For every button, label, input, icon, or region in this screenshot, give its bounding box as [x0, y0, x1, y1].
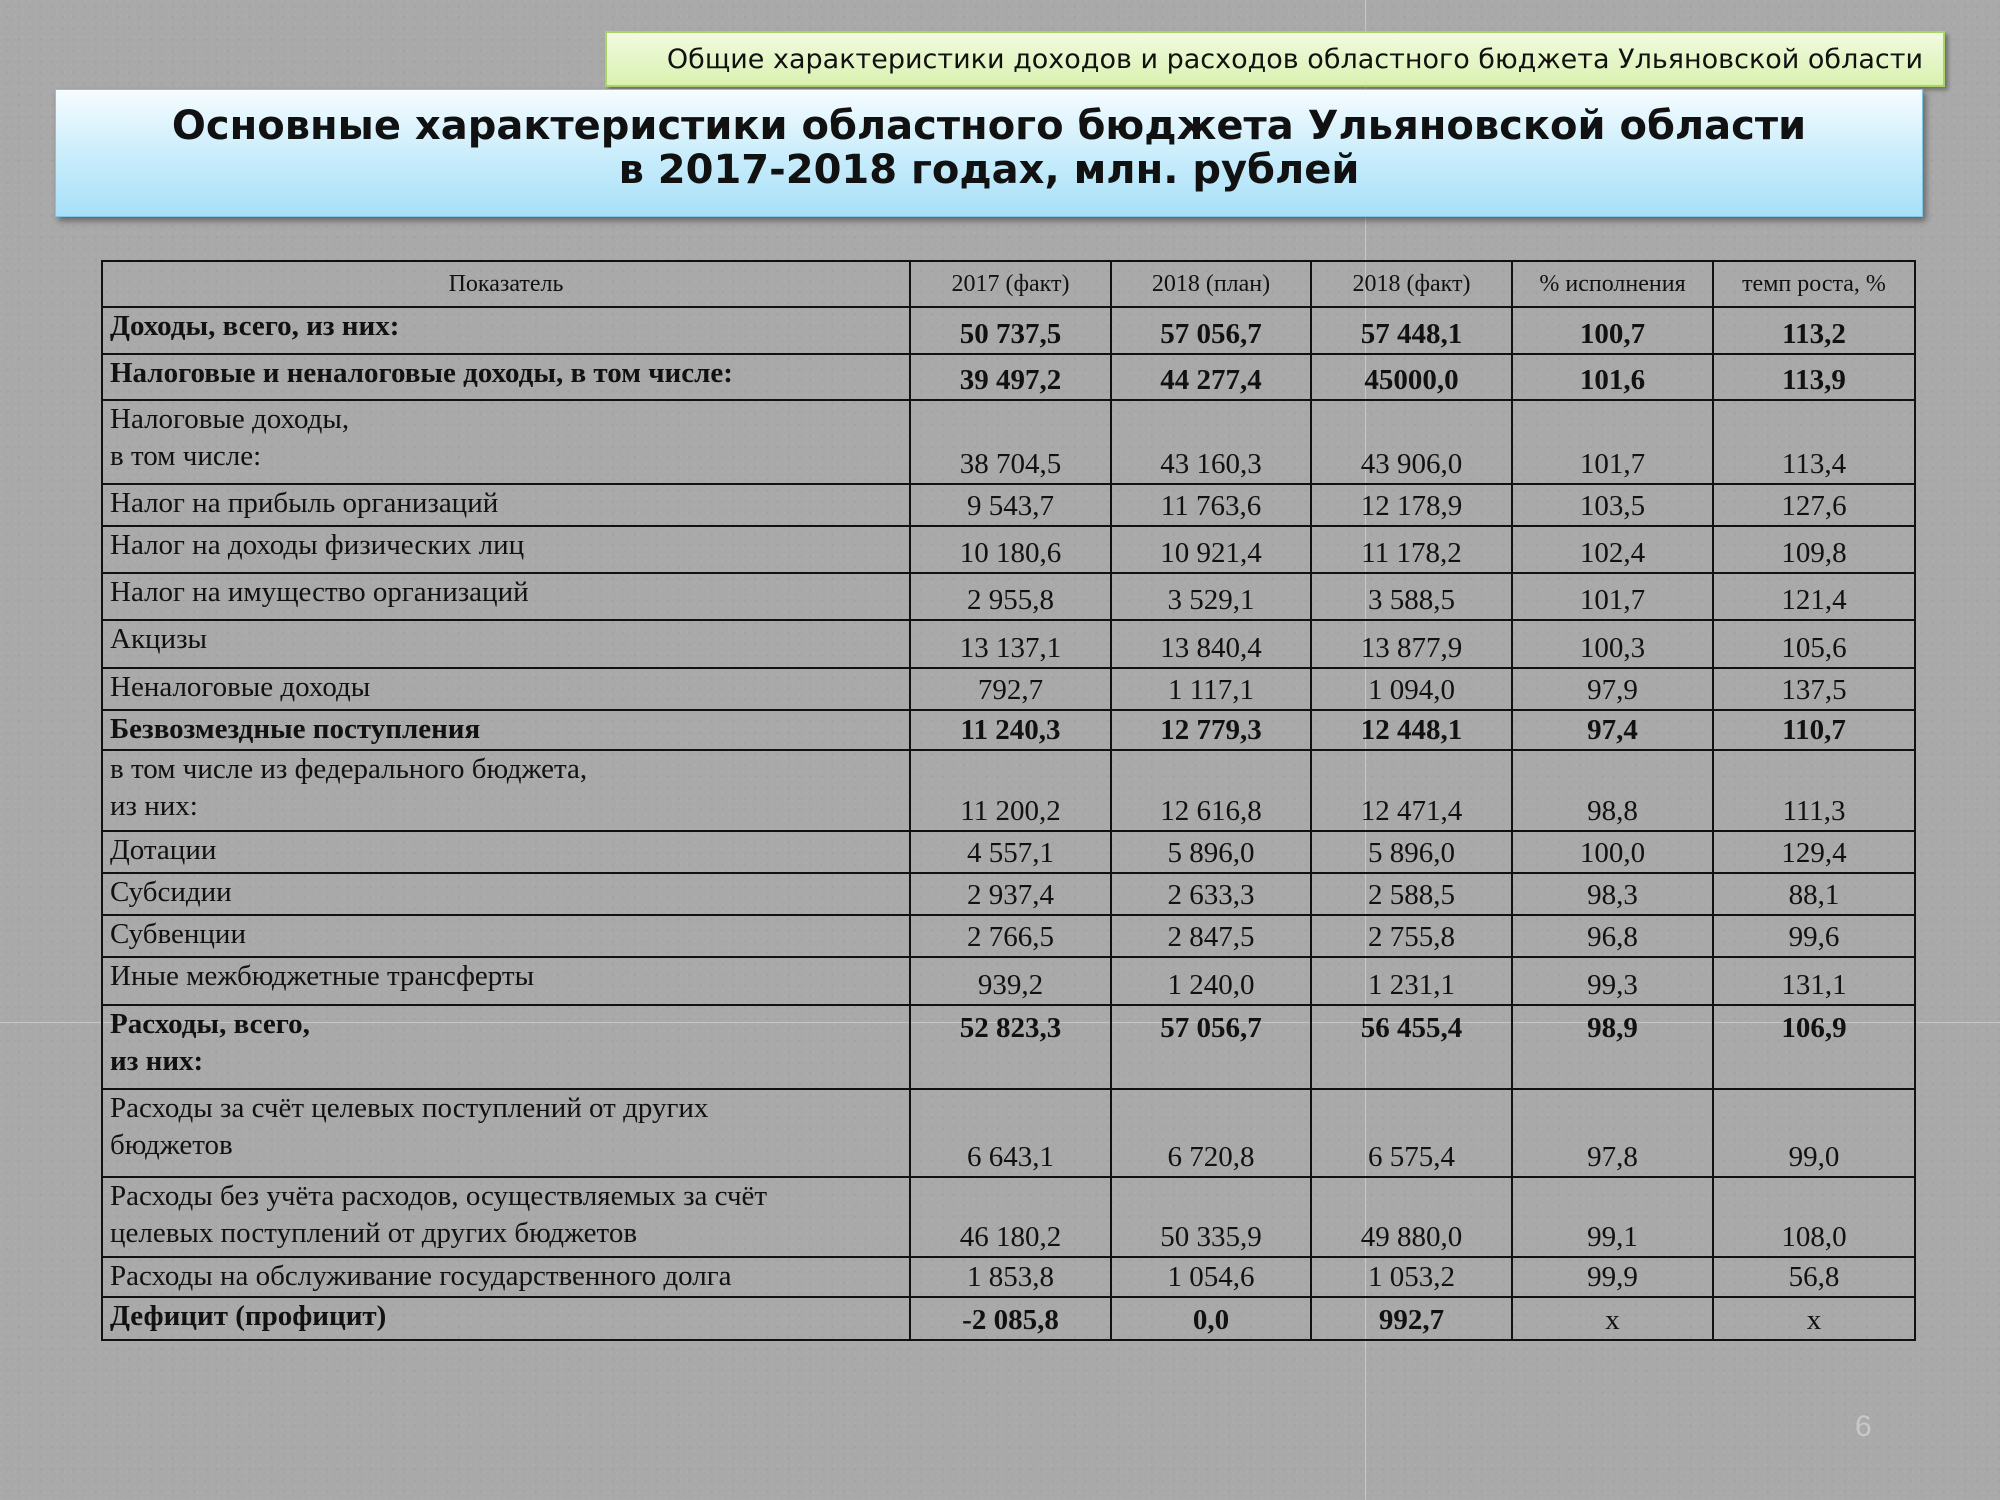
cell-growth-rate: 127,6 — [1713, 484, 1915, 526]
cell-2018-plan: 2 847,5 — [1111, 915, 1311, 957]
table-body — [102, 307, 1915, 1340]
cell-execution-percent: 101,7 — [1512, 573, 1713, 620]
cell-growth-rate: 106,9 — [1713, 1005, 1915, 1089]
table-row — [102, 1257, 1915, 1297]
cell-execution-percent: 102,4 — [1512, 526, 1713, 573]
table-row — [102, 1089, 1915, 1177]
cell-2017-fact: -2 085,8 — [910, 1297, 1111, 1340]
cell-2018-plan: 12 616,8 — [1111, 750, 1311, 831]
cell-2018-fact: 992,7 — [1311, 1297, 1512, 1340]
column-header: 2018 (план) — [1111, 261, 1311, 307]
table-header — [102, 261, 1915, 307]
row-label — [102, 1005, 910, 1089]
row-label-line-2: из них: — [110, 790, 198, 822]
table-row — [102, 831, 1915, 873]
cell-execution-percent: 100,3 — [1512, 620, 1713, 668]
cell-2018-fact: 12 178,9 — [1311, 484, 1512, 526]
cell-2018-plan: 1 117,1 — [1111, 668, 1311, 710]
row-label-line-1: Налоговые и неналоговые доходы, в том числе: — [110, 357, 733, 389]
cell-2018-fact: 3 588,5 — [1311, 573, 1512, 620]
cell-2017-fact: 13 137,1 — [910, 620, 1111, 668]
row-label-line-1: Дотации — [110, 834, 217, 866]
row-label-line-1: Расходы, всего, — [110, 1008, 310, 1040]
cell-2018-fact: 11 178,2 — [1311, 526, 1512, 573]
cell-2017-fact: 50 737,5 — [910, 307, 1111, 354]
row-label — [102, 620, 910, 668]
row-label — [102, 957, 910, 1005]
cell-execution-percent: 97,8 — [1512, 1089, 1713, 1177]
cell-growth-rate: 88,1 — [1713, 873, 1915, 915]
cell-2017-fact: 6 643,1 — [910, 1089, 1111, 1177]
cell-growth-rate: х — [1713, 1297, 1915, 1340]
cell-execution-percent: 97,9 — [1512, 668, 1713, 710]
cell-2018-plan: 44 277,4 — [1111, 354, 1311, 400]
cell-growth-rate: 99,6 — [1713, 915, 1915, 957]
row-label-line-1: Расходы на обслуживание государственного долга — [110, 1260, 732, 1292]
cell-2018-fact: 1 231,1 — [1311, 957, 1512, 1005]
cell-2018-plan: 57 056,7 — [1111, 307, 1311, 354]
cell-2017-fact: 11 200,2 — [910, 750, 1111, 831]
cell-growth-rate: 99,0 — [1713, 1089, 1915, 1177]
page-number: 6 — [1855, 1410, 1872, 1443]
cell-growth-rate: 131,1 — [1713, 957, 1915, 1005]
cell-execution-percent: 103,5 — [1512, 484, 1713, 526]
row-label — [102, 1177, 910, 1257]
cell-2018-plan: 57 056,7 — [1111, 1005, 1311, 1089]
row-label-line-1: Расходы без учёта расходов, осуществляемых за счёт — [110, 1180, 768, 1212]
cell-2017-fact: 39 497,2 — [910, 354, 1111, 400]
table-row — [102, 307, 1915, 354]
cell-growth-rate: 109,8 — [1713, 526, 1915, 573]
cell-2018-fact: 1 094,0 — [1311, 668, 1512, 710]
column-header: темп роста, % — [1713, 261, 1915, 307]
row-label — [102, 668, 910, 710]
cell-growth-rate: 108,0 — [1713, 1177, 1915, 1257]
row-label-line-1: Налог на прибыль организаций — [110, 487, 499, 519]
column-header: % исполнения — [1512, 261, 1713, 307]
cell-2018-plan: 43 160,3 — [1111, 400, 1311, 484]
cell-execution-percent: 96,8 — [1512, 915, 1713, 957]
cell-execution-percent: 101,7 — [1512, 400, 1713, 484]
cell-growth-rate: 113,2 — [1713, 307, 1915, 354]
cell-2018-fact: 45000,0 — [1311, 354, 1512, 400]
column-header: 2018 (факт) — [1311, 261, 1512, 307]
cell-2018-plan: 0,0 — [1111, 1297, 1311, 1340]
row-label-line-1: Дефицит (профицит) — [110, 1300, 387, 1332]
cell-2017-fact: 2 937,4 — [910, 873, 1111, 915]
cell-2018-plan: 50 335,9 — [1111, 1177, 1311, 1257]
cell-2018-fact: 5 896,0 — [1311, 831, 1512, 873]
cell-growth-rate: 110,7 — [1713, 710, 1915, 750]
cell-growth-rate: 111,3 — [1713, 750, 1915, 831]
table-header-row — [102, 261, 1915, 307]
row-label-line-1: Расходы за счёт целевых поступлений от других — [110, 1092, 709, 1124]
row-label-line-1: Налоговые доходы, — [110, 403, 350, 435]
row-label — [102, 915, 910, 957]
column-header: 2017 (факт) — [910, 261, 1111, 307]
row-label — [102, 831, 910, 873]
table-row — [102, 400, 1915, 484]
row-label-line-2: из них: — [110, 1045, 204, 1077]
table-row — [102, 750, 1915, 831]
table-row — [102, 1005, 1915, 1089]
row-label — [102, 354, 910, 400]
row-label — [102, 400, 910, 484]
cell-2018-fact: 12 471,4 — [1311, 750, 1512, 831]
cell-growth-rate: 105,6 — [1713, 620, 1915, 668]
cell-execution-percent: 98,3 — [1512, 873, 1713, 915]
cell-2018-plan: 1 240,0 — [1111, 957, 1311, 1005]
cell-2018-fact: 57 448,1 — [1311, 307, 1512, 354]
cell-2017-fact: 939,2 — [910, 957, 1111, 1005]
table-row — [102, 484, 1915, 526]
cell-2018-plan: 6 720,8 — [1111, 1089, 1311, 1177]
row-label-line-1: Налог на имущество организаций — [110, 576, 529, 608]
section-label-text: Общие характеристики доходов и расходов областного бюджета Ульяновской области — [666, 43, 1923, 75]
slide-title — [55, 89, 1923, 217]
cell-execution-percent: 98,8 — [1512, 750, 1713, 831]
row-label-line-1: Безвозмездные поступления — [110, 713, 481, 745]
table-row — [102, 354, 1915, 400]
row-label — [102, 307, 910, 354]
cell-2018-plan: 12 779,3 — [1111, 710, 1311, 750]
cell-2018-plan: 1 054,6 — [1111, 1257, 1311, 1297]
slide-title-line-1: Основные характеристики областного бюджета Ульяновской области — [171, 103, 1807, 149]
row-label — [102, 1089, 910, 1177]
row-label-line-1: Субсидии — [110, 876, 232, 908]
row-label-line-2: целевых поступлений от других бюджетов — [110, 1217, 638, 1249]
cell-execution-percent: 99,3 — [1512, 957, 1713, 1005]
table-row — [102, 573, 1915, 620]
cell-execution-percent: 97,4 — [1512, 710, 1713, 750]
row-label-line-1: Иные межбюджетные трансферты — [110, 960, 535, 992]
cell-execution-percent: 101,6 — [1512, 354, 1713, 400]
cell-execution-percent: 98,9 — [1512, 1005, 1713, 1089]
column-header: Показатель — [102, 261, 910, 307]
row-label — [102, 484, 910, 526]
cell-growth-rate: 113,4 — [1713, 400, 1915, 484]
cell-2018-plan: 2 633,3 — [1111, 873, 1311, 915]
cell-2018-plan: 3 529,1 — [1111, 573, 1311, 620]
cell-execution-percent: х — [1512, 1297, 1713, 1340]
cell-2018-fact: 56 455,4 — [1311, 1005, 1512, 1089]
cell-2018-plan: 5 896,0 — [1111, 831, 1311, 873]
row-label — [102, 526, 910, 573]
cell-2017-fact: 52 823,3 — [910, 1005, 1111, 1089]
row-label — [102, 750, 910, 831]
row-label-line-1: Неналоговые доходы — [110, 671, 371, 703]
cell-2018-fact: 13 877,9 — [1311, 620, 1512, 668]
cell-2018-plan: 13 840,4 — [1111, 620, 1311, 668]
row-label-line-1: Налог на доходы физических лиц — [110, 529, 525, 561]
row-label — [102, 1257, 910, 1297]
cell-growth-rate: 56,8 — [1713, 1257, 1915, 1297]
row-label-line-1: Субвенции — [110, 918, 246, 950]
row-label-line-2: в том числе: — [110, 440, 262, 472]
cell-2018-plan: 11 763,6 — [1111, 484, 1311, 526]
cell-2018-plan: 10 921,4 — [1111, 526, 1311, 573]
section-label — [605, 31, 1945, 87]
cell-growth-rate: 121,4 — [1713, 573, 1915, 620]
slide-title-line-2: в 2017-2018 годах, млн. рублей — [618, 147, 1360, 193]
cell-2018-fact: 1 053,2 — [1311, 1257, 1512, 1297]
cell-2018-fact: 2 755,8 — [1311, 915, 1512, 957]
cell-2017-fact: 1 853,8 — [910, 1257, 1111, 1297]
cell-2017-fact: 2 955,8 — [910, 573, 1111, 620]
budget-table — [101, 260, 1916, 1341]
cell-growth-rate: 137,5 — [1713, 668, 1915, 710]
cell-2017-fact: 11 240,3 — [910, 710, 1111, 750]
table-row — [102, 526, 1915, 573]
cell-execution-percent: 99,9 — [1512, 1257, 1713, 1297]
cell-execution-percent: 99,1 — [1512, 1177, 1713, 1257]
cell-2018-fact: 6 575,4 — [1311, 1089, 1512, 1177]
row-label — [102, 1297, 910, 1340]
row-label-line-1: Доходы, всего, из них: — [110, 310, 400, 342]
cell-2017-fact: 792,7 — [910, 668, 1111, 710]
cell-2017-fact: 9 543,7 — [910, 484, 1111, 526]
row-label-line-1: в том числе из федерального бюджета, — [110, 753, 588, 785]
row-label — [102, 710, 910, 750]
cell-execution-percent: 100,7 — [1512, 307, 1713, 354]
cell-growth-rate: 113,9 — [1713, 354, 1915, 400]
cell-2018-fact: 49 880,0 — [1311, 1177, 1512, 1257]
table-row — [102, 620, 1915, 668]
row-label — [102, 873, 910, 915]
cell-2017-fact: 46 180,2 — [910, 1177, 1111, 1257]
table-row — [102, 915, 1915, 957]
row-label-line-2: бюджетов — [110, 1129, 233, 1161]
cell-2018-fact: 12 448,1 — [1311, 710, 1512, 750]
table-row — [102, 668, 1915, 710]
table-row — [102, 1177, 1915, 1257]
cell-2017-fact: 4 557,1 — [910, 831, 1111, 873]
row-label — [102, 573, 910, 620]
cell-2018-fact: 43 906,0 — [1311, 400, 1512, 484]
cell-growth-rate: 129,4 — [1713, 831, 1915, 873]
table-row — [102, 1297, 1915, 1340]
table-row — [102, 957, 1915, 1005]
cell-2017-fact: 2 766,5 — [910, 915, 1111, 957]
cell-2017-fact: 38 704,5 — [910, 400, 1111, 484]
cell-execution-percent: 100,0 — [1512, 831, 1713, 873]
table-row — [102, 710, 1915, 750]
cell-2018-fact: 2 588,5 — [1311, 873, 1512, 915]
cell-2017-fact: 10 180,6 — [910, 526, 1111, 573]
table-row — [102, 873, 1915, 915]
row-label-line-1: Акцизы — [110, 623, 208, 655]
